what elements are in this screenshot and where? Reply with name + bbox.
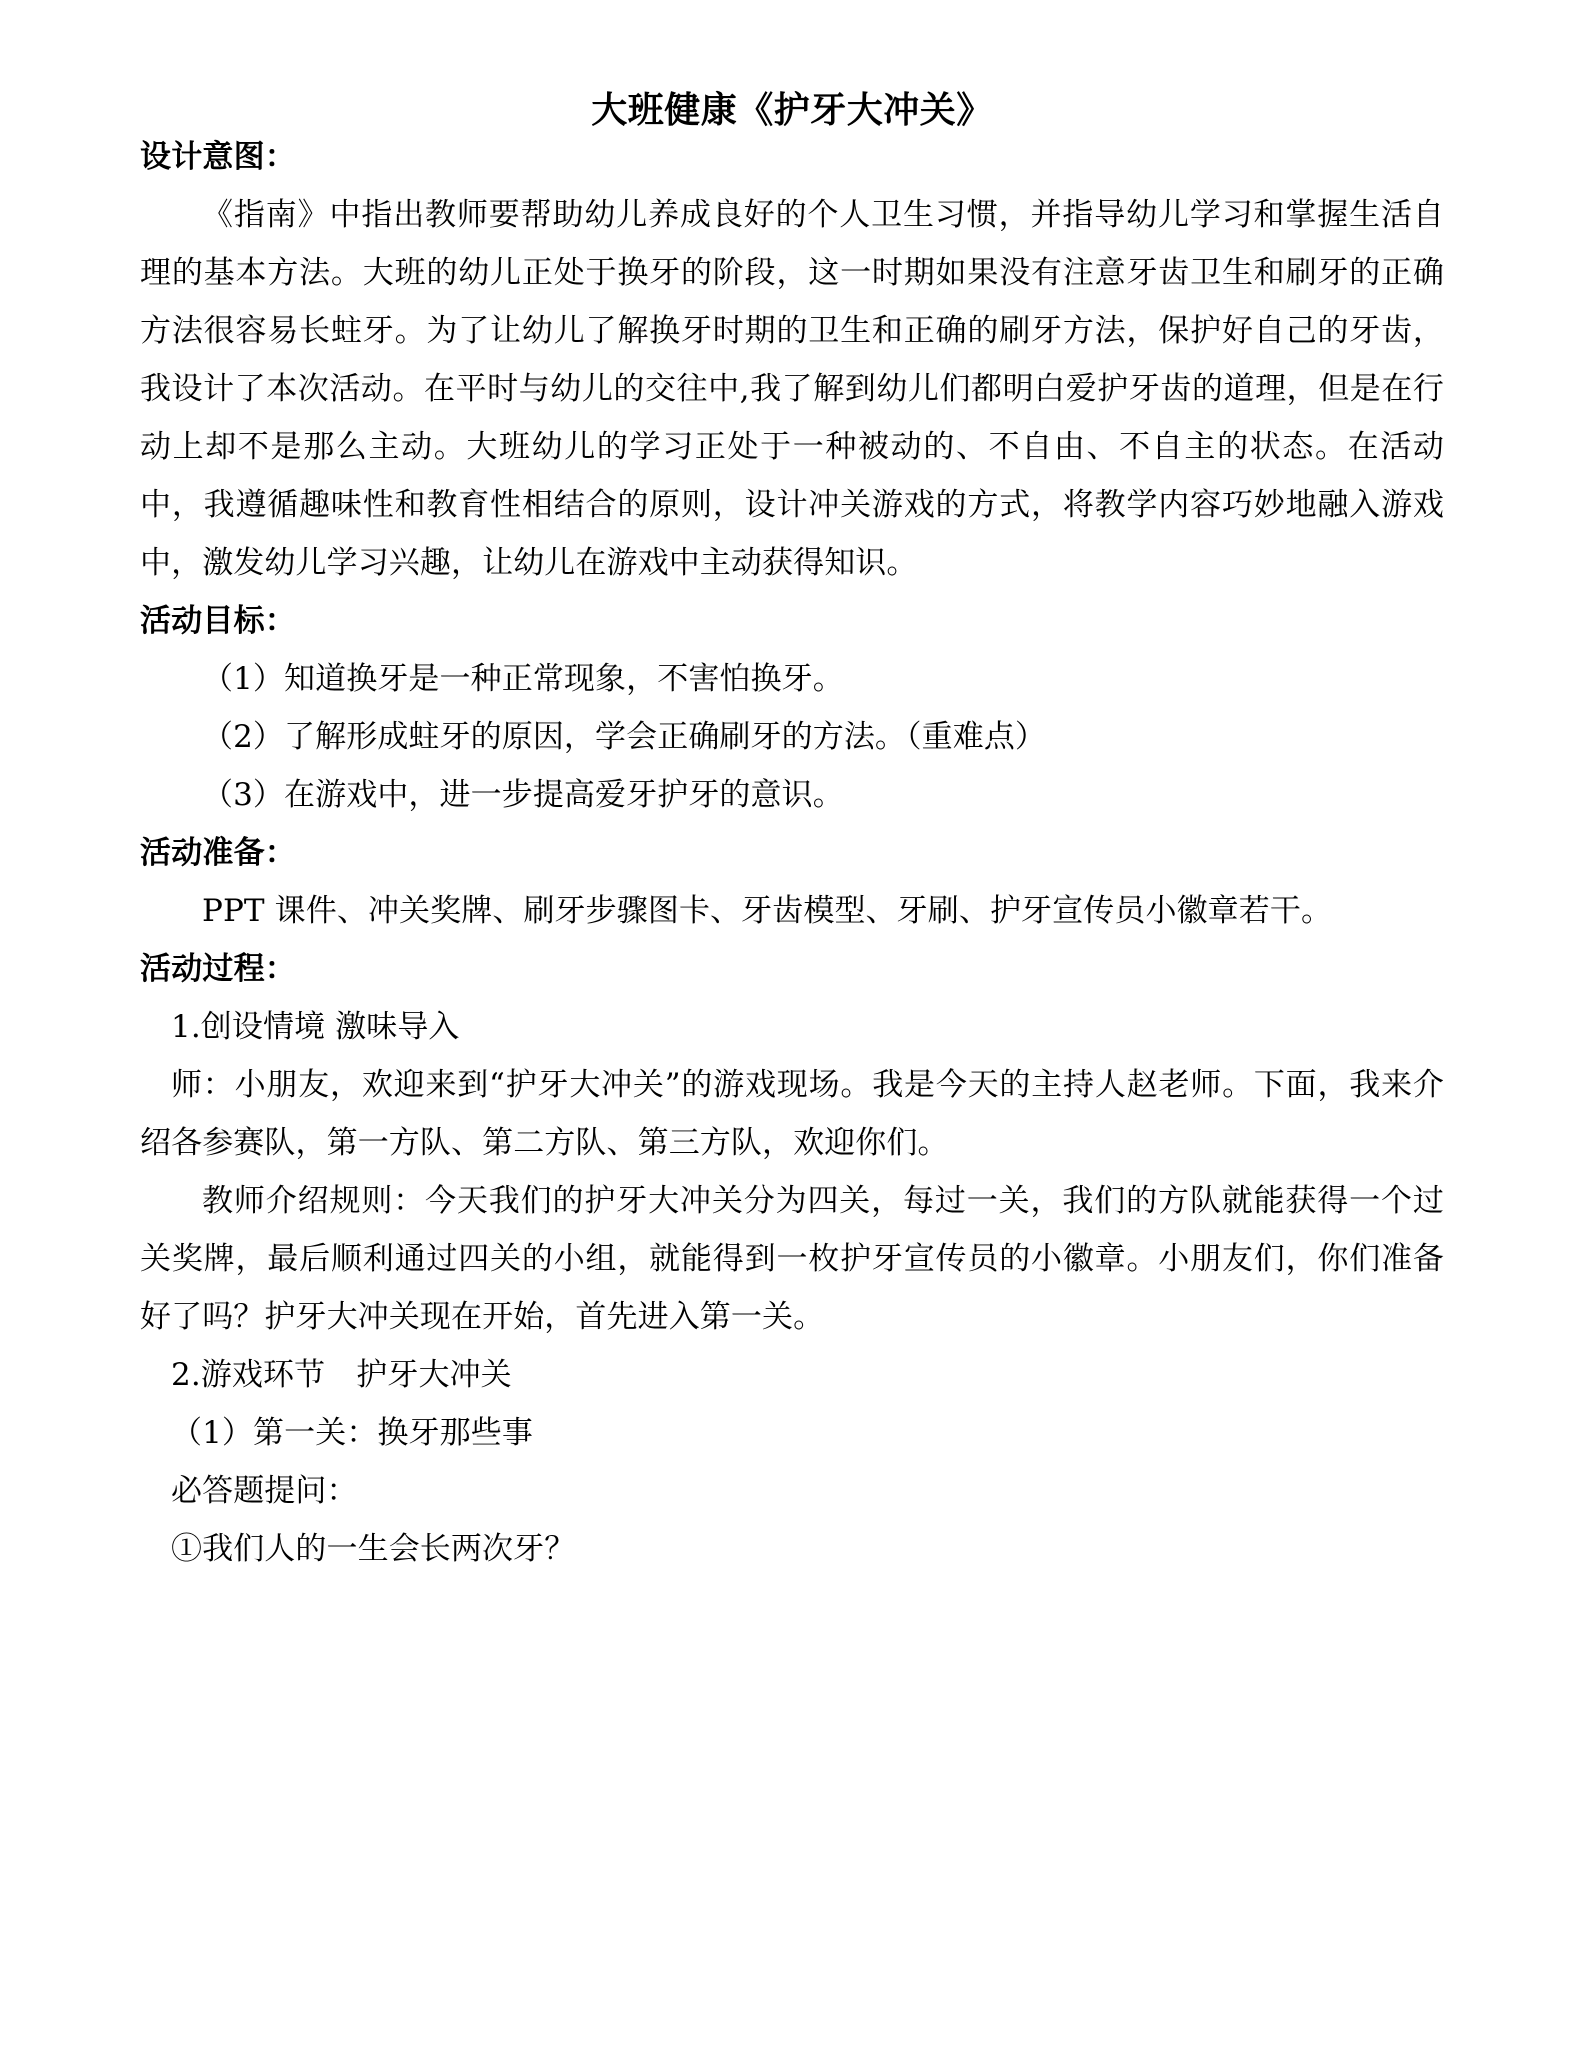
process-rules-explanation: 教师介绍规则：今天我们的护牙大冲关分为四关，每过一关，我们的方队就能获得一个过关奖牌，最后顺利通过四关的小组，就能得到一枚护牙宣传员的小徽章。小朋友们，你们准备好了吗？护牙大冲关现在开始，首先进入第一关。 <box>140 1183 1444 1335</box>
paragraph-design-intent: 《指南》中指出教师要帮助幼儿养成良好的个人卫生习惯，并指导幼儿学习和掌握生活自理的基本方法。大班的幼儿正处于换牙的阶段，这一时期如果没有注意牙齿卫生和刷牙的正确方法很容易长蛀牙。为了让幼儿了解换牙时期的卫生和正确的刷牙方法，保护好自己的牙齿，我设计了本次活动。在平时与幼儿的交往中,我了解到幼儿们都明白爱护牙齿的道理，但是在行动上却不是那么主动。大班幼儿的学习正处于一种被动的、不自由、不自主的状态。在活动中，我遵循趣味性和教育性相结合的原则，设计冲关游戏的方式，将教学内容巧妙地融入游戏中，激发幼儿学习兴趣，让幼儿在游戏中主动获得知识。 <box>140 197 1444 581</box>
section-heading-design-intent: 设计意图： <box>140 139 296 175</box>
objective-item-3: （3）在游戏中，进一步提高爱牙护牙的意识。 <box>202 777 844 813</box>
process-teacher-intro: 师：小朋友，欢迎来到“护牙大冲关”的游戏现场。我是今天的主持人赵老师。下面，我来介绍各参赛队，第一方队、第二方队、第三方队，欢迎你们。 <box>140 1067 1444 1161</box>
section-heading-objectives: 活动目标： <box>140 603 296 639</box>
process-required-question-label: 必答题提问： <box>171 1473 358 1509</box>
process-level-1-title: （1）第一关：换牙那些事 <box>171 1415 533 1451</box>
page-title: 大班健康《护牙大冲关》 <box>591 89 993 131</box>
process-question-1: ①我们人的一生会长两次牙？ <box>171 1531 576 1567</box>
process-step-1-title: 1.创设情境 激味导入 <box>171 1009 460 1045</box>
paragraph-preparation: PPT 课件、冲关奖牌、刷牙步骤图卡、牙齿模型、牙刷、护牙宣传员小徽章若干。 <box>202 893 1333 929</box>
section-heading-process: 活动过程： <box>140 951 296 987</box>
process-step-2-title: 2.游戏环节 护牙大冲关 <box>171 1357 512 1393</box>
objective-item-1: （1）知道换牙是一种正常现象，不害怕换牙。 <box>202 661 844 697</box>
document-body <box>140 0 1444 1578</box>
section-heading-preparation: 活动准备： <box>140 835 296 871</box>
objective-item-2: （2）了解形成蛀牙的原因，学会正确刷牙的方法。（重难点） <box>202 719 1047 755</box>
